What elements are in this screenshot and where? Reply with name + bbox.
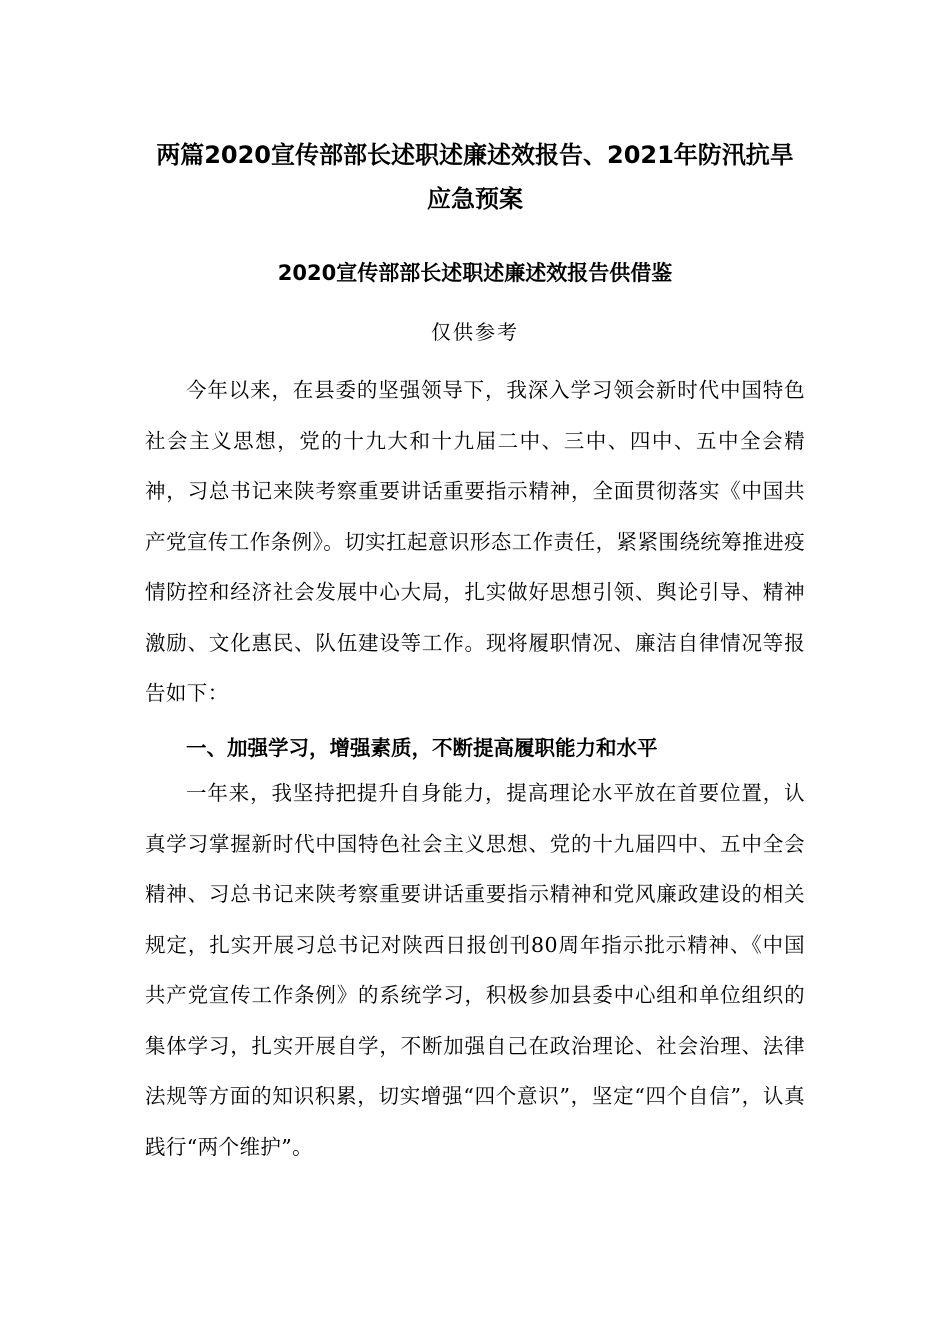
- intro-paragraph: 今年以来，在县委的坚强领导下，我深入学习领会新时代中国特色社会主义思想，党的十九大和十九届二中、三中、四中、五中全会精神，习总书记来陕考察重要讲话重要指示精神，全面贯彻落实《中国共产党宣传工作条例》。切实扛起意识形态工作责任，紧紧围绕统筹推进疫情防控和经济社会发展中心大局，扎实做好思想引领、舆论引导、精神激励、文化惠民、队伍建设等工作。现将履职情况、廉洁自律情况等报告如下：: [145, 378, 805, 705]
- reference-note: 仅供参考: [431, 320, 519, 344]
- section-1-paragraph: 一年来，我坚持把提升自身能力，提高理论水平放在首要位置，认真学习掌握新时代中国特色社会主义思想、党的十九届四中、五中全会精神、习总书记来陕考察重要讲话重要指示精神和党风廉政建设的相关规定，扎实开展习总书记对陕西日报创刊80周年指示批示精神、《中国共产党宣传工作条例》的系统学习，积极参加县委中心组和单位组织的集体学习，扎实开展自学，不断加强自己在政治理论、社会治理、法律法规等方面的知识积累，切实增强“四个意识”，坚定“四个自信”，认真践行“两个维护”。: [145, 781, 805, 1159]
- document-title: 两篇2020宣传部部长述职述廉述效报告、2021年防汛抗旱应急预案: [156, 141, 794, 213]
- section-heading-1: 一、加强学习，增强素质，不断提高履职能力和水平: [186, 736, 658, 760]
- document-subtitle: 2020宣传部部长述职述廉述效报告供借鉴: [277, 261, 673, 285]
